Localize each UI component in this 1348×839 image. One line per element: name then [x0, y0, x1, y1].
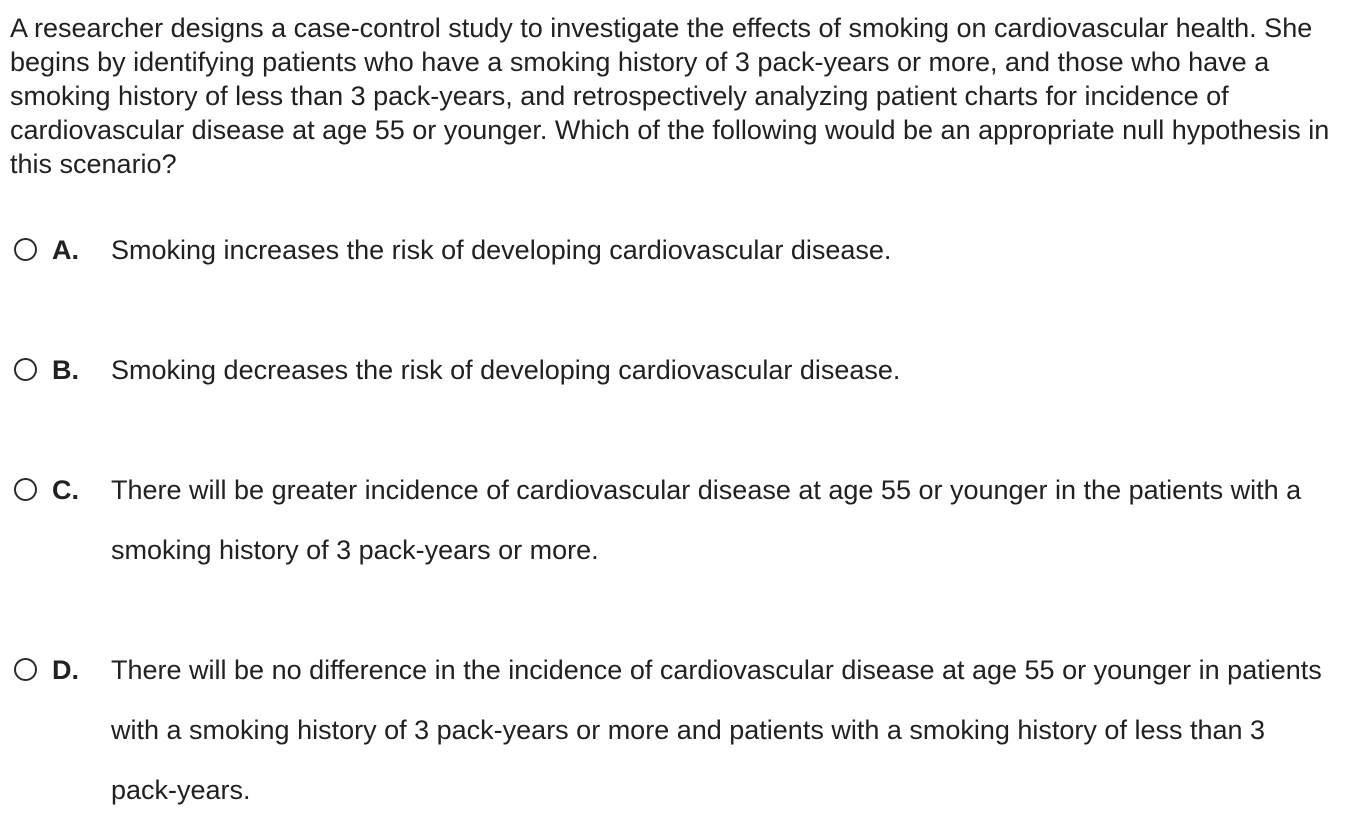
radio-unchecked-icon[interactable] — [14, 478, 37, 501]
option-text: There will be greater incidence of cardiovascular disease at age 55 or younger in the patients with a smoking history of 3 pack-years or more. — [111, 475, 1302, 565]
option-text: Smoking increases the risk of developing cardiovascular disease. — [111, 235, 892, 265]
question-text: A researcher designs a case-control study to investigate the effects of smoking on cardiovascular health. She begins by identifying patients who have a smoking history of 3 pack-years or more, and those who have a smoking history of less than 3 pack-years, and retrospectively analyzing patient charts for incidence of cardiovascular disease at age 55 or younger. Which of the following would be an appropriate null hypothesis in this scenario? — [10, 13, 1330, 179]
option-letter: C. — [52, 475, 79, 505]
option-letter: D. — [52, 655, 79, 685]
radio-unchecked-icon[interactable] — [14, 238, 37, 261]
answer-options — [0, 220, 1348, 820]
option-text: Smoking decreases the risk of developing cardiovascular disease. — [111, 355, 901, 385]
answer-option-a[interactable] — [0, 220, 1348, 280]
option-letter: B. — [52, 355, 79, 385]
answer-option-b[interactable] — [0, 340, 1348, 400]
answer-option-c[interactable] — [0, 460, 1348, 580]
option-text: There will be no difference in the incidence of cardiovascular disease at age 55 or younger in patients with a smoking history of 3 pack-years or more and patients with a smoking history of less than 3 pack-years. — [111, 655, 1322, 805]
radio-unchecked-icon[interactable] — [14, 358, 37, 381]
radio-unchecked-icon[interactable] — [14, 658, 37, 681]
option-letter: A. — [52, 235, 79, 265]
answer-option-d[interactable] — [0, 640, 1348, 820]
